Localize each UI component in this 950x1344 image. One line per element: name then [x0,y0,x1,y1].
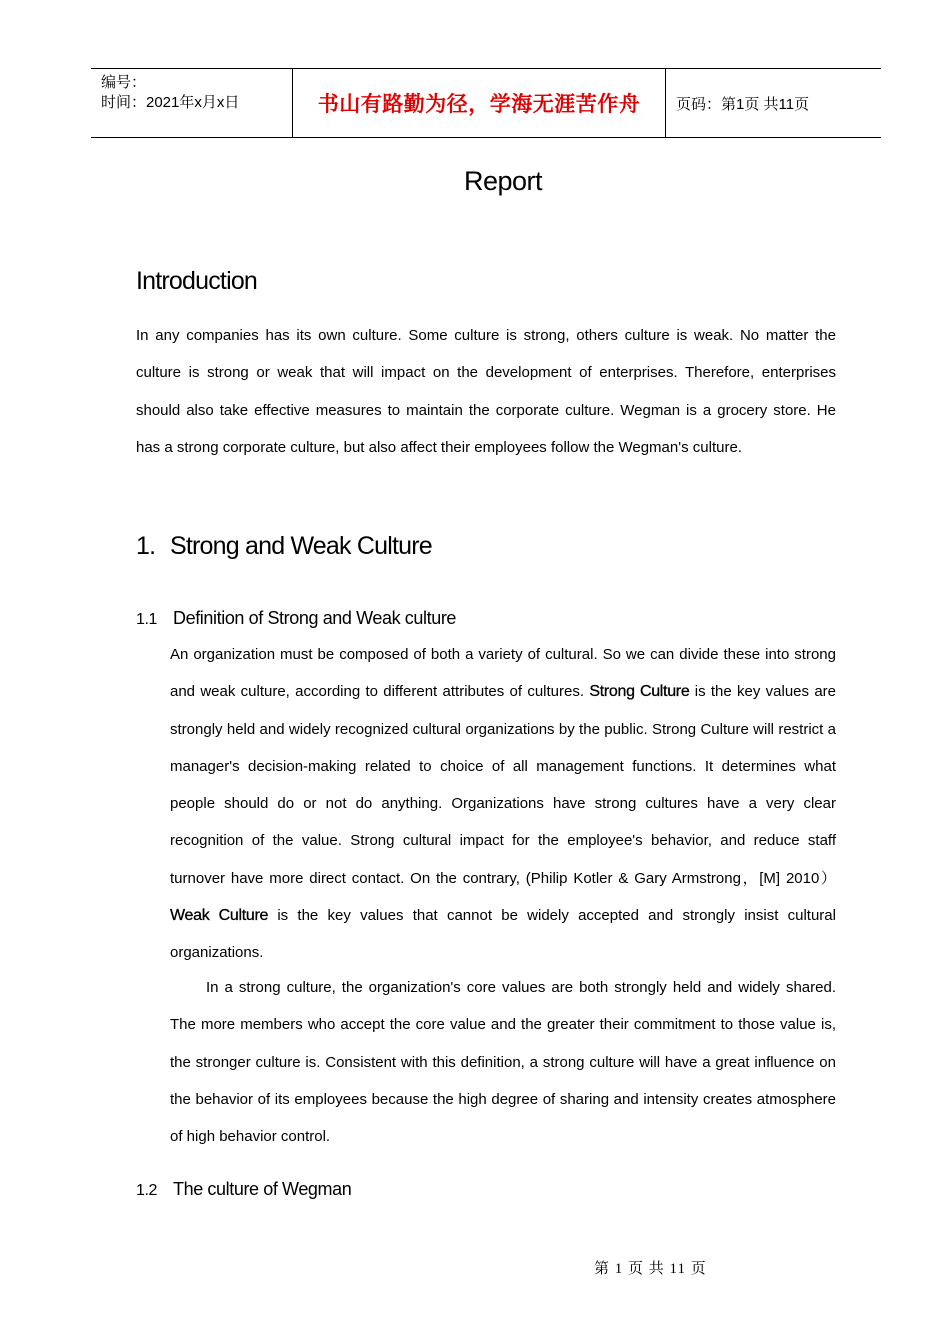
intro-paragraph: In any companies has its own culture. Some culture is strong, others culture is weak. No matter the culture is strong or weak that will impact on the development of enterprises. Therefore, enterprises should also take effective measures to maintain the corporate culture. Wegman is a grocery store. He has a strong corporate culture, but also affect their employees follow the Wegman's culture. [136,327,836,456]
section-1-number: 1. [136,532,156,560]
strong-culture-term: Strong Culture [589,683,690,701]
page-label: 页码：第1页 共11页 [676,95,810,113]
time-label: 时间：2021年x月x日 [101,94,240,111]
section-1-heading [136,532,432,561]
definition-text-e: is the key values that cannot be widely accepted and strongly insist cultural organizations. [170,907,836,962]
page-footer: 第 1 页 共 11 页 [594,1261,707,1277]
section-1-2-title: The culture of Wegman [173,1179,352,1199]
weak-culture-term: Weak Culture [170,907,269,925]
motto-text: 书山有路勤为径，学海无涯苦作舟 [317,92,641,116]
header-page-cell [666,69,881,137]
intro-heading: Introduction [136,267,258,295]
definition-paragraph [170,636,836,972]
strong-culture-text: In a strong culture, the organization's core values are both strongly held and widely shared. The more members who accept the core value and the greater their commitment to those value is, the stronger culture is. Consistent with this definition, a strong culture will have a great influence on the behavior of its employees because the high degree of sharing and intensity creates atmosphere of high behavior control. [170,979,836,1146]
section-1-title: Strong and Weak Culture [170,532,432,560]
section-1-2-heading [136,1179,351,1200]
strong-culture-paragraph [170,969,836,1155]
page-header [91,68,881,138]
section-1-2-number: 1.2 [136,1182,158,1199]
section-1-1-number: 1.1 [136,611,158,628]
header-motto-cell [293,69,666,137]
header-left-cell [91,69,293,137]
document-title: Report [463,166,543,196]
section-1-1-title: Definition of Strong and Weak culture [173,608,457,628]
number-label: 编号： [101,74,147,91]
definition-text-c: is the key values are strongly held and widely recognized cultural organizations by the public. Strong Culture will restrict a manager's decision-making related to choice of all management functions. It determines what people should do or not do anything. Organizations have strong cultures have a very clear recognition of the value. Strong cultural impact for the employee's behavior, and reduce staff turnover have more direct contact. On the contrary, (Philip Kotler & Gary Armstrong，[M] 2010） [170,683,837,887]
definition-text-a: An organization must be composed of both a variety of cultural. So we can divide these into strong and weak culture, according to different attributes of cultures. [170,646,836,701]
section-1-1-heading [136,608,456,629]
